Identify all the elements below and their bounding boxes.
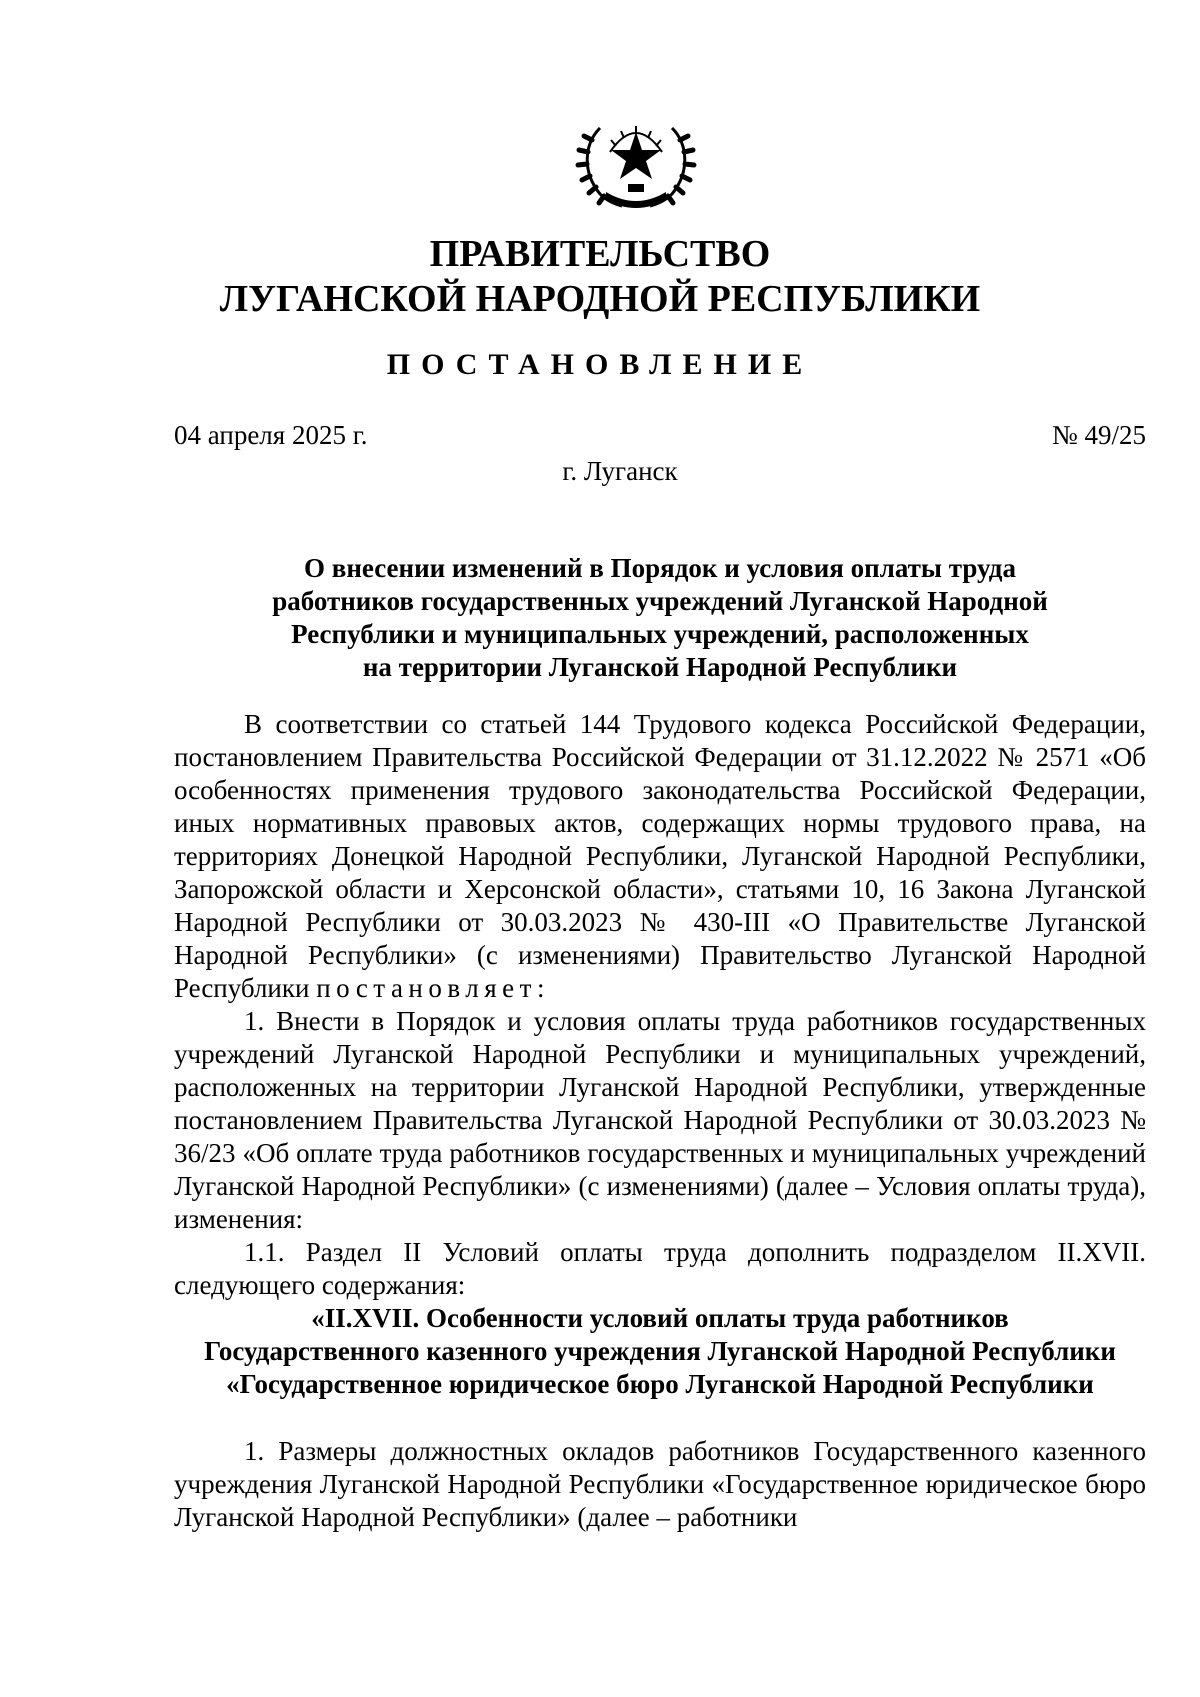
- spacer: [174, 1401, 1146, 1435]
- document-number: № 49/25: [1051, 420, 1146, 450]
- section-title-line-2: Государственного казенного учреждения Луганской Народной Республики: [204, 1336, 1116, 1366]
- document-type: ПОСТАНОВЛЕНИЕ: [386, 348, 814, 381]
- subject-line-1: О внесении изменений в Порядок и условия оплаты труда: [304, 553, 1016, 583]
- preamble-paragraph: [174, 708, 1146, 1005]
- state-emblem: [570, 100, 702, 216]
- section-title: [174, 1302, 1146, 1401]
- document-city: г. Луганск: [562, 456, 678, 486]
- item-1-paragraph: 1. Внести в Порядок и условия оплаты труда работников государственных учреждений Луганской Народной Республики и муниципальных учреждений, расположенных на территории Луганской Народной Республики, утвержденные постановлением Правительства Луганской Народной Республики от 30.03.2023 № 36/23 «Об оплате труда работников государственных и муниципальных учреждений Луганской Народной Республики» (с изменениями) (далее – Условия оплаты труда), изменения:: [174, 1006, 1146, 1234]
- org-line-2: ЛУГАНСКОЙ НАРОДНОЙ РЕСПУБЛИКИ: [219, 278, 981, 320]
- item-1-1-paragraph: 1.1. Раздел II Условий оплаты труда дополнить подразделом II.XVII. следующего содержания:: [174, 1237, 1146, 1300]
- document-date: 04 апреля 2025 г.: [174, 420, 368, 450]
- subject-line-2: работников государственных учреждений Луганской Народной: [272, 586, 1048, 616]
- document-subject: [174, 552, 1146, 684]
- section-paragraph-1: 1. Размеры должностных окладов работников Государственного казенного учреждения Луганской Народной Республики «Государственное юридическое бюро Луганской Народной Республики» (далее – работники: [174, 1436, 1146, 1532]
- subject-line-3: Республики и муниципальных учреждений, расположенных: [291, 619, 1029, 649]
- section-title-line-3: «Государственное юридическое бюро Луганской Народной Республики: [226, 1369, 1094, 1399]
- org-line-1: ПРАВИТЕЛЬСТВО: [429, 233, 771, 275]
- document-body: [174, 708, 1146, 1534]
- decree-word: постановляет:: [316, 973, 550, 1003]
- preamble-text: В соответствии со статьей 144 Трудового кодекса Российской Федерации, постановлением Правительства Российской Федерации от 31.12.2022 № 2571 «Об особенностях применения трудового законодательства Российской Федерации, иных нормативных правовых актов, содержащих нормы трудового права, на территориях Донецкой Народной Республики, Луганской Народной Республики, Запорожской области и Херсонской области», статьями 10, 16 Закона Луганской Народной Республики от 30.03.2023 № 430-III «О Правительстве Луганской Народной Республики» (с изменениями) Правительство Луганской Народной Республики: [174, 709, 1146, 1003]
- subject-line-4: на территории Луганской Народной Республики: [362, 652, 958, 682]
- section-title-line-1: «II.XVII. Особенности условий оплаты труда работников: [311, 1303, 1009, 1333]
- organization-name: [0, 232, 1200, 322]
